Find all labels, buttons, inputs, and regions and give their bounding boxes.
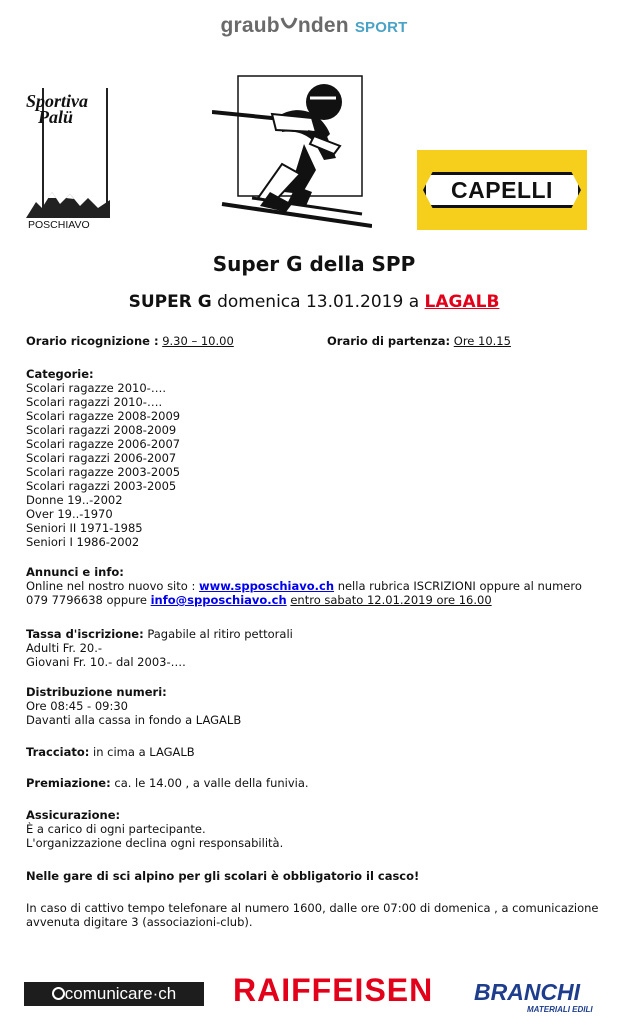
event-subtitle xyxy=(0,292,628,312)
deadline-text: entro sabato 12.01.2019 ore 16.00 xyxy=(290,593,492,607)
mountain-icon xyxy=(26,188,110,218)
bad-weather-line2: avvenuta digitare 3 (associazioni-club). xyxy=(26,915,253,929)
event-name: SUPER G xyxy=(128,292,212,312)
annunci-heading: Annunci e info: xyxy=(26,565,124,579)
category-item: Over 19..-1970 xyxy=(26,507,113,521)
premiazione-section xyxy=(26,776,309,790)
branchi-logo: BRANCHI xyxy=(474,979,581,1005)
event-place: LAGALB xyxy=(424,292,500,312)
categories-heading: Categorie: xyxy=(26,367,94,381)
branchi-subtitle: MATERIALI EDILI xyxy=(527,1005,593,1014)
annunci-text: 079 7796638 oppure xyxy=(26,593,147,607)
start-value: Ore 10.15 xyxy=(453,334,511,348)
recon-value: 9.30 – 10.00 xyxy=(162,334,234,348)
category-item: Scolari ragazze 2008-2009 xyxy=(26,409,181,423)
comunicare-logo xyxy=(24,982,204,1006)
page-title: Super G della SPP xyxy=(212,252,416,276)
start-label: Orario di partenza: xyxy=(327,334,451,348)
premiazione-heading: Premiazione: xyxy=(26,776,111,790)
skier-illustration-icon xyxy=(212,74,372,230)
category-item: Seniori II 1971-1985 xyxy=(26,521,143,535)
annunci-line1 xyxy=(26,579,582,593)
sportiva-line2: Palü xyxy=(38,107,74,127)
ibex-horn-icon xyxy=(280,16,298,34)
assicurazione-heading: Assicurazione: xyxy=(26,808,121,822)
website-link[interactable]: www.spposchiavo.ch xyxy=(198,579,335,593)
distribuzione-section xyxy=(26,685,241,727)
annunci-section xyxy=(26,565,582,607)
recon-time xyxy=(26,334,234,348)
logo-text-part1: graub xyxy=(220,14,280,37)
circle-icon xyxy=(52,987,65,1000)
tracciato-section xyxy=(26,745,195,759)
capelli-logo xyxy=(417,150,587,230)
tassa-adulti: Adulti Fr. 20.- xyxy=(26,641,103,655)
graubunden-sport-logo xyxy=(0,14,628,38)
recon-label: Orario ricognizione : xyxy=(26,334,159,348)
raiffeisen-logo: RAIFFEISEN xyxy=(233,972,434,1008)
distribuzione-time: Ore 08:45 - 09:30 xyxy=(26,699,129,713)
categories-section xyxy=(26,367,180,549)
helmet-warning: Nelle gare di sci alpino per gli scolari è obbligatorio il casco! xyxy=(26,869,420,883)
category-item: Scolari ragazzi 2006-2007 xyxy=(26,451,177,465)
logo-text-part2: nden xyxy=(297,14,349,37)
sportiva-line1: Sportiva xyxy=(26,91,89,111)
capelli-text: CAPELLI xyxy=(451,177,553,203)
event-date: domenica 13.01.2019 a xyxy=(217,292,420,312)
category-item: Scolari ragazze 2010-…. xyxy=(26,381,166,395)
category-item: Scolari ragazzi 2010-…. xyxy=(26,395,163,409)
category-item: Scolari ragazzi 2003-2005 xyxy=(26,479,177,493)
assicurazione-line1: È a carico di ogni partecipante. xyxy=(26,822,206,836)
tassa-note: Pagabile al ritiro pettorali xyxy=(147,627,293,641)
annunci-text: nella rubrica ISCRIZIONI oppure al numero xyxy=(337,579,582,593)
category-item: Scolari ragazze 2006-2007 xyxy=(26,437,181,451)
assicurazione-section xyxy=(26,808,283,850)
category-item: Scolari ragazze 2003-2005 xyxy=(26,465,181,479)
sportiva-town: POSCHIAVO xyxy=(28,219,90,231)
tracciato-heading: Tracciato: xyxy=(26,745,90,759)
start-time xyxy=(327,334,511,348)
tassa-section xyxy=(26,627,293,669)
annunci-text: Online nel nostro nuovo sito : xyxy=(26,579,196,593)
assicurazione-line2: L'organizzazione declina ogni responsabilità. xyxy=(26,836,284,850)
logo-sport-text: SPORT xyxy=(354,19,408,36)
category-item: Donne 19..-2002 xyxy=(26,493,123,507)
annunci-line2 xyxy=(26,593,582,607)
tracciato-value: in cima a LAGALB xyxy=(93,745,195,759)
email-link[interactable]: info@spposchiavo.ch xyxy=(150,593,287,607)
sportiva-palu-logo xyxy=(26,93,88,125)
tassa-heading: Tassa d'iscrizione: xyxy=(26,627,144,641)
premiazione-value: ca. le 14.00 , a valle della funivia. xyxy=(114,776,309,790)
bad-weather-info xyxy=(26,901,599,929)
category-item: Scolari ragazzi 2008-2009 xyxy=(26,423,177,437)
comunicare-text: comunicare·ch xyxy=(64,984,177,1003)
category-item: Seniori I 1986-2002 xyxy=(26,535,140,549)
distribuzione-heading: Distribuzione numeri: xyxy=(26,685,167,699)
bad-weather-line1: In caso di cattivo tempo telefonare al numero 1600, dalle ore 07:00 di domenica , a comunicazione xyxy=(26,901,599,915)
tassa-giovani: Giovani Fr. 10.- dal 2003-…. xyxy=(26,655,186,669)
distribuzione-place: Davanti alla cassa in fondo a LAGALB xyxy=(26,713,242,727)
